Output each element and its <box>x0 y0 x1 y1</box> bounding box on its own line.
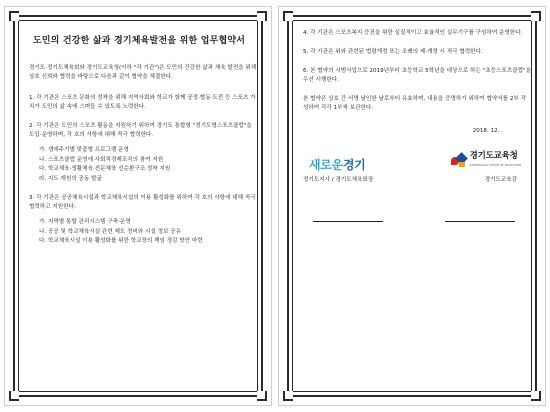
gyeonggi-education-logo <box>451 152 521 170</box>
signer-left-title: 경기도지사 / 경기도체육회장 <box>303 177 374 183</box>
list-item: 다. 학교체육·생활체육·전문체육 선순환구조 정착 지원 <box>39 166 171 172</box>
signer-row <box>295 176 531 185</box>
border-corner <box>257 391 267 401</box>
list-item: 가. 생애주기별 맞춤형 프로그램 운영 <box>39 147 129 153</box>
article-2-items <box>39 146 257 184</box>
education-emblem-icon <box>451 154 467 168</box>
border-corner <box>283 391 293 401</box>
logo-subtext: GYEONGGIDO OFFICE OF EDUCATION <box>469 164 521 167</box>
preamble: 경기도·경기도체육회와 경기도교육청(이하 "각 기관")은 도민의 건강한 삶과 체육 발전을 위해 상호 신뢰와 협력을 바탕으로 다음과 같이 협약을 체결한다. <box>29 65 257 80</box>
document-title: 도민의 건강한 삶과 경기체육발전을 위한 업무협약서 <box>32 36 246 46</box>
logo-text-part: 새로운 <box>309 158 343 172</box>
article-3-items <box>39 218 257 247</box>
article-3: 3. 각 기관은 공공체육시설과 학교체육시설의 이용 활성화를 위하여 각 호의 사항에 대해 적극 협력하고 지원한다. <box>29 195 256 210</box>
article-6: 6. 본 협약의 시범사업으로 2019년부터 초등학교 5학년을 대상으로 하는 "초등스포츠클럽"을 우선 시행한다. <box>303 68 532 83</box>
signature-lines <box>295 221 531 222</box>
list-item: 나. 스포츠클럽 운영에 사회적경제조직의 참여 지원 <box>39 156 164 163</box>
new-gyeonggi-logo <box>309 158 366 172</box>
border-corner <box>257 11 267 21</box>
logo-text-part: 경기 <box>342 158 366 172</box>
border-corner <box>283 11 293 21</box>
signature-line-right <box>445 221 515 222</box>
border-corner <box>531 11 541 21</box>
logo-text: 경기도교육청 <box>469 151 518 161</box>
border-corner <box>9 391 19 401</box>
list-item: 나. 공공 및 학교체육시설 관련 제도 정비와 시설 정보 공유 <box>39 228 182 235</box>
article-5: 5. 각 기관은 위와 관련된 법령개정 또는 조례의 제·개정 시 적극 협력한다. <box>303 49 483 55</box>
logo-row <box>295 152 531 170</box>
list-item: 가. 지역별 통합 관리시스템 구축·운영 <box>39 219 131 225</box>
page-2-content <box>295 29 531 391</box>
border-corner <box>531 391 541 401</box>
page-1-content <box>21 37 257 391</box>
list-item: 다. 학교체육시설 이용 활성화를 위한 학교장의 책임 경감 방안 마련 <box>39 238 203 244</box>
article-2: 2. 각 기관은 도민의 스포츠 활동을 지원하기 위하여 경기도 통합형 "경기도형스포츠클럽"을 도입·운영하며, 각 호의 사항에 대해 적극 협력한다. <box>29 123 252 138</box>
agreement-page-1 <box>4 6 272 406</box>
signature-line-left <box>313 221 383 222</box>
signing-date: 2018. 12. . <box>472 128 503 134</box>
border-corner <box>9 11 19 21</box>
article-4: 4. 각 기관은 스포츠복지 증진을 위한 실질적이고 효율적인 실무기구를 구성하여 운영한다. <box>303 30 523 36</box>
agreement-page-2 <box>278 6 546 406</box>
list-item: 라. 지도 재원의 공동 발굴 <box>39 175 102 182</box>
signer-right-title: 경기도교육감 <box>484 177 517 183</box>
closing-statement: 본 협약은 상호 간 서명 날인한 날로부터 유효하며, 내용을 증명하기 위하여 협약서를 2부 작성하여 각각 1부씩 보관한다. <box>303 96 526 111</box>
article-1: 1. 각 기관은 스포츠 문화의 정착을 위해 지역사회와 학교가 함께 공정·협동·도전 등 스포츠 가치가 도민의 삶 속에 스며들 수 있도록 노력한다. <box>29 95 256 110</box>
